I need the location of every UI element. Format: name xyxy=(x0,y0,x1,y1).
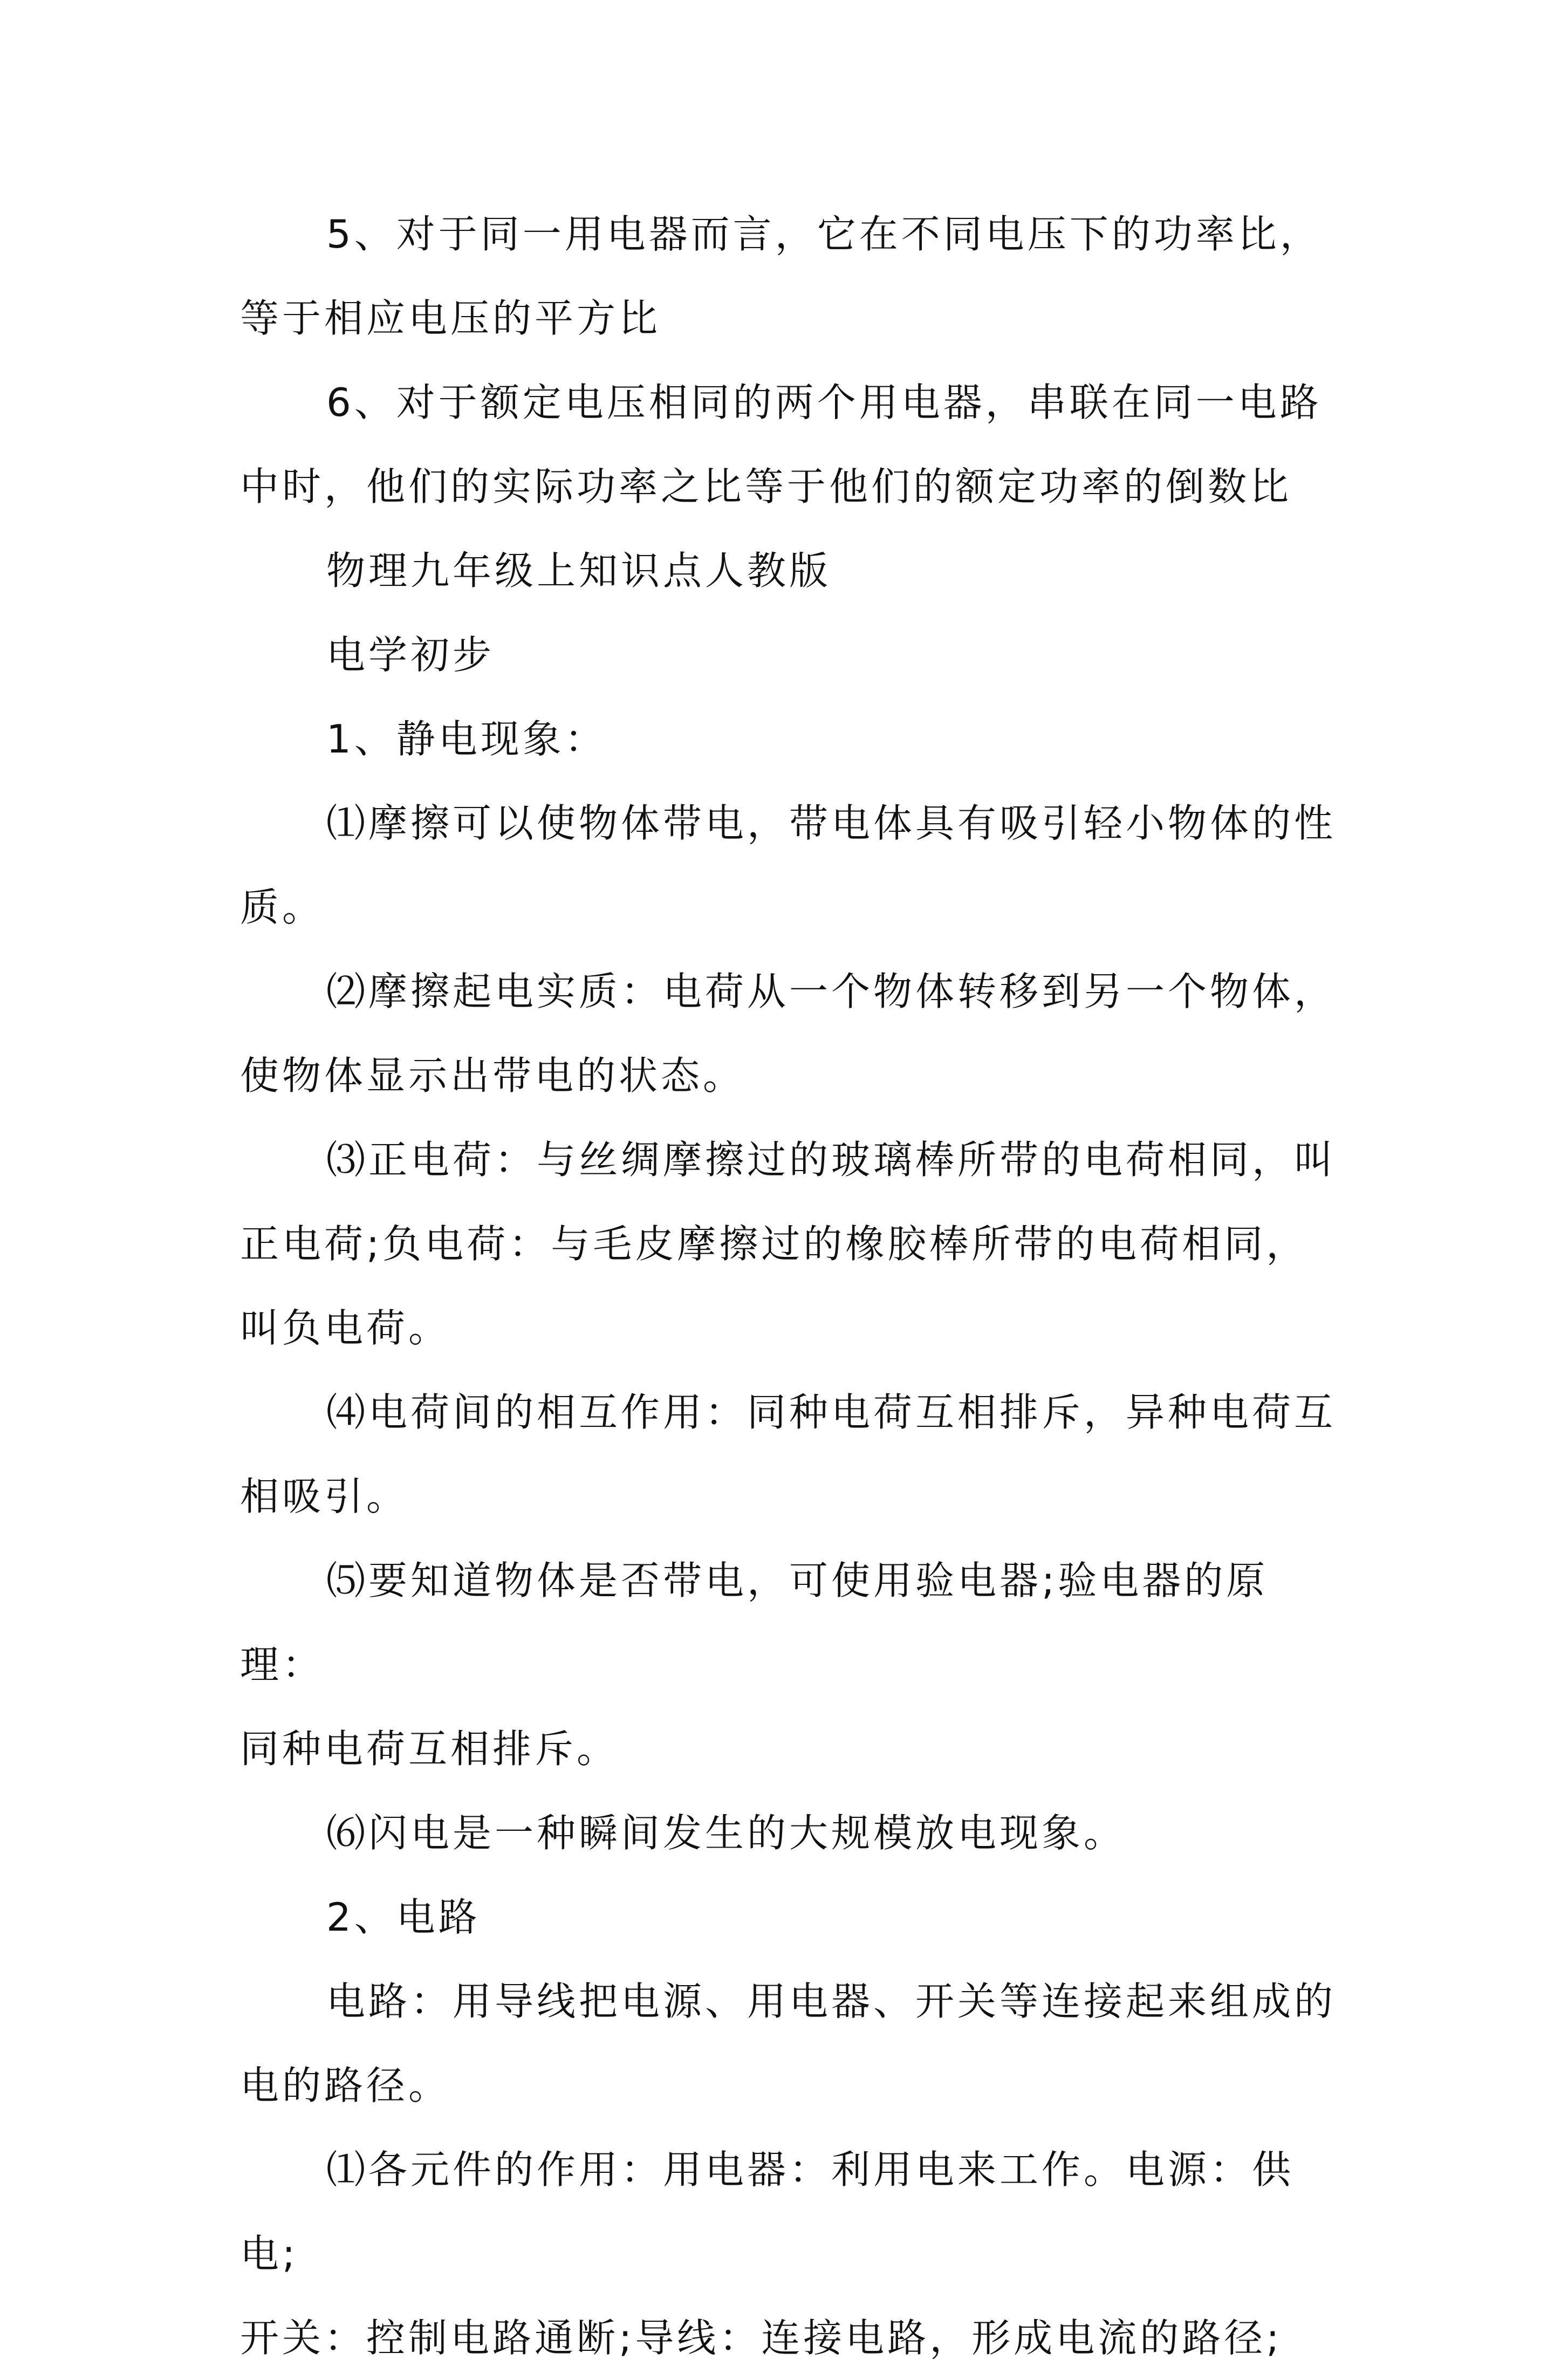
text-line: 正电荷;负电荷：与毛皮摩擦过的橡胶棒所带的电荷相同， xyxy=(240,1221,1309,1267)
text-line: 同种电荷互相排斥。 xyxy=(240,1726,619,1772)
text-line: ⑶正电荷：与丝绸摩擦过的玻璃棒所带的电荷相同，叫 xyxy=(326,1137,1337,1182)
subsection-heading-circuit xyxy=(240,1875,1340,1959)
paragraph-item-1 xyxy=(240,781,1340,949)
text-line: 质。 xyxy=(240,885,325,930)
paragraph-power-ratio-voltage xyxy=(240,192,1340,360)
paragraph-item-2 xyxy=(240,949,1340,1118)
paragraph-item-3 xyxy=(240,1118,1340,1370)
section-title xyxy=(240,529,1340,613)
text-line: 叫负电荷。 xyxy=(240,1305,451,1351)
text-line: ⑷电荷间的相互作用：同种电荷互相排斥，异种电荷互 xyxy=(326,1390,1337,1435)
text-line: 电的路径。 xyxy=(240,2063,451,2108)
text-line: 物理九年级上知识点人教版 xyxy=(326,548,832,593)
text-line: ⑵摩擦起电实质：电荷从一个物体转移到另一个物体， xyxy=(326,969,1337,1014)
paragraph-component-roles xyxy=(240,2128,1340,2380)
text-line: 等于相应电压的平方比 xyxy=(240,296,661,341)
text-line: 中时，他们的实际功率之比等于他们的额定功率的倒数比 xyxy=(240,464,1292,509)
text-line: 2、电路 xyxy=(326,1895,481,1940)
chapter-heading xyxy=(240,613,1340,697)
text-line: ⑸要知道物体是否带电，可使用验电器;验电器的原理： xyxy=(240,1558,1269,1687)
text-line: ⑴各元件的作用：用电器：利用电来工作。电源：供电; xyxy=(240,2147,1295,2276)
paragraph-item-4 xyxy=(240,1370,1340,1538)
text-line: 6、对于额定电压相同的两个用电器，串联在同一电路 xyxy=(326,380,1322,425)
text-line: 电路：用导线把电源、用电器、开关等连接起来组成的 xyxy=(326,1979,1337,2024)
text-line: 5、对于同一用电器而言，它在不同电压下的功率比， xyxy=(326,211,1322,257)
paragraph-series-power-ratio xyxy=(240,360,1340,529)
text-line: ⑹闪电是一种瞬间发生的大规模放电现象。 xyxy=(326,1810,1126,1856)
text-line: 相吸引。 xyxy=(240,1474,409,1519)
paragraph-item-6 xyxy=(240,1791,1340,1875)
text-line: 开关：控制电路通断;导线：连接电路，形成电流的路径; xyxy=(240,2315,1283,2361)
paragraph-item-5 xyxy=(240,1538,1340,1791)
text-line: 1、静电现象： xyxy=(326,716,607,762)
text-line: ⑴摩擦可以使物体带电，带电体具有吸引轻小物体的性 xyxy=(326,801,1337,846)
text-line: 电学初步 xyxy=(326,632,495,678)
subsection-heading-static-electricity xyxy=(240,697,1340,781)
paragraph-circuit-definition xyxy=(240,1959,1340,2128)
document-body xyxy=(240,192,1340,2380)
text-line: 使物体显示出带电的状态。 xyxy=(240,1053,745,1098)
